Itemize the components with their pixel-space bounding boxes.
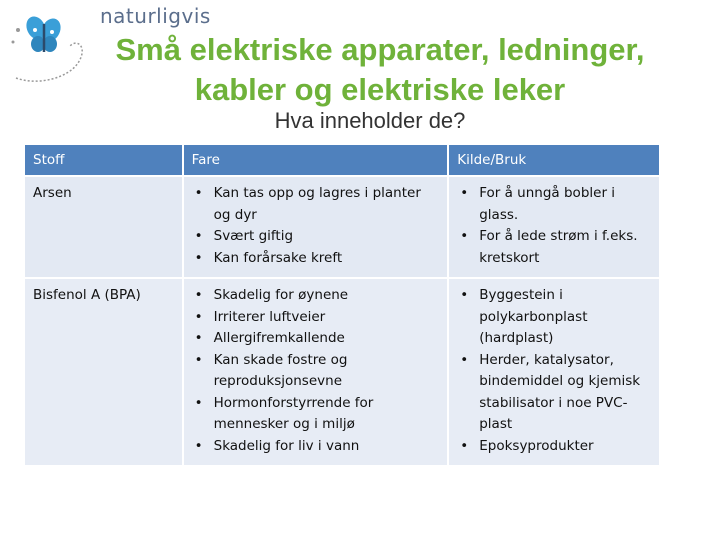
list-item: • Kan skade fostre og reproduksjonsevne: [192, 350, 440, 393]
list-item: • Kan tas opp og lagres i planter og dyr: [192, 183, 440, 226]
page-title: [80, 30, 680, 110]
table-header-row: [25, 145, 660, 176]
list-item: • Allergifremkallende: [192, 328, 440, 350]
list-item: • For å lede strøm i f.eks. kretskort: [457, 226, 651, 269]
list-item: • For å unngå bobler i glass.: [457, 183, 651, 226]
substance-table: [25, 145, 661, 465]
column-header-stoff: Stoff: [25, 145, 183, 176]
title-line-1: Små elektriske apparater, ledninger,: [115, 32, 645, 67]
list-item: • Kan forårsake kreft: [192, 248, 440, 270]
cell-fare: [183, 176, 449, 278]
list-item: • Skadelig for liv i vann: [192, 436, 440, 458]
list-item: • Svært giftig: [192, 226, 440, 248]
fare-list: [192, 285, 440, 457]
kilde-list: [457, 183, 651, 269]
brand-name: naturligvis: [100, 4, 211, 28]
cell-kilde: [448, 278, 660, 465]
table-row: [25, 176, 660, 278]
cell-stoff: Arsen: [25, 176, 183, 278]
list-item: • Epoksyprodukter: [457, 436, 651, 458]
table-row: [25, 278, 660, 465]
list-item: • Byggestein i polykarbonplast (hardplast): [457, 285, 651, 350]
list-item: • Skadelig for øynene: [192, 285, 440, 307]
cell-fare: [183, 278, 449, 465]
cell-kilde: [448, 176, 660, 278]
list-item: • Hormonforstyrrende for mennesker og i miljø: [192, 393, 440, 436]
list-item: • Herder, katalysator, bindemiddel og kjemisk stabilisator i noe PVC-plast: [457, 350, 651, 436]
fare-list: [192, 183, 440, 269]
column-header-fare: Fare: [183, 145, 449, 176]
page-subtitle: Hva inneholder de?: [274, 108, 466, 133]
column-header-kilde: Kilde/Bruk: [448, 145, 660, 176]
cell-stoff: Bisfenol A (BPA): [25, 278, 183, 465]
list-item: • Irriterer luftveier: [192, 307, 440, 329]
kilde-list: [457, 285, 651, 457]
title-line-2: kabler og elektriske leker: [194, 72, 566, 107]
